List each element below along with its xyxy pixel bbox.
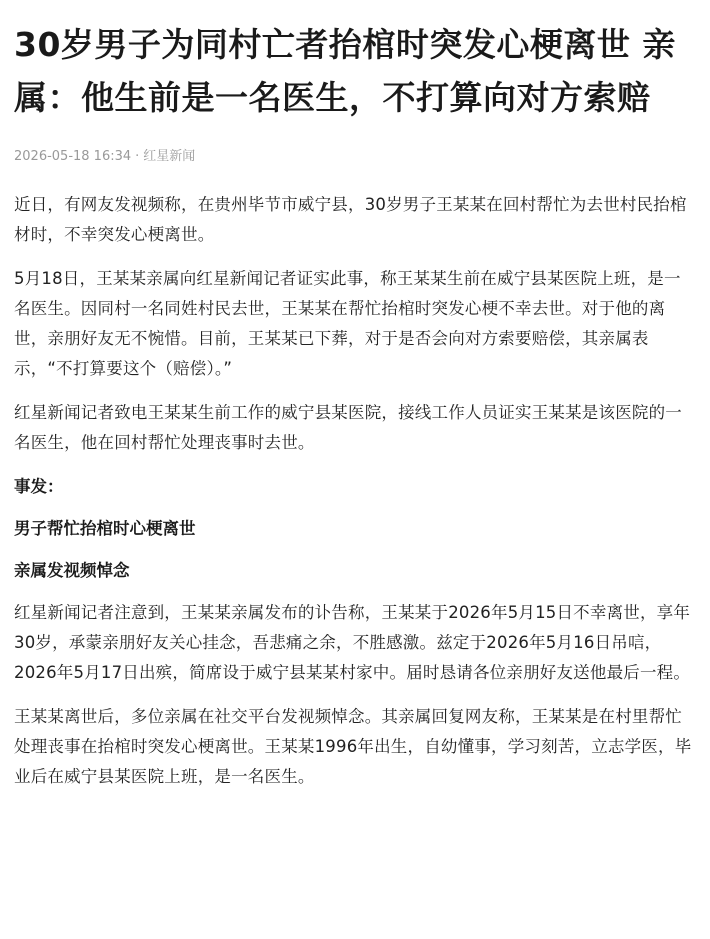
source-name[interactable]: 红星新闻 (143, 149, 196, 164)
article-meta (14, 148, 696, 166)
section-heading-3: 亲属发视频悼念 (14, 561, 130, 580)
section-heading-1: 事发： (14, 477, 64, 496)
article-title: 30岁男子为同村亡者抬棺时突发心梗离世 亲属：他生前是一名医生，不打算向对方索赔 (14, 25, 676, 117)
paragraph-4: 红星新闻记者注意到，王某某亲属发布的讣告称，王某某于2026年5月15日不幸离世，享年30岁，承蒙亲朋好友关心挂念，吾悲痛之余，不胜感激。兹定于2026年5月16日吊唁，2026年5月17日出殡，简席设于威宁县某某村家中。届时恳请各位亲朋好友送他最后一程。 (14, 603, 691, 682)
paragraph-2: 5月18日，王某某亲属向红星新闻记者证实此事，称王某某生前在威宁县某医院上班，是一名医生。因同村一名同姓村民去世，王某某在帮忙抬棺时突发心梗不幸去世。对于他的离世，亲朋好友无不惋惜。目前，王某某已下葬，对于是否会向对方索要赔偿，其亲属表示，“不打算要这个（赔偿）。” (14, 269, 681, 378)
meta-separator: · (135, 149, 140, 164)
paragraph-1: 近日，有网友发视频称，在贵州毕节市威宁县，30岁男子王某某在回村帮忙为去世村民抬棺材时，不幸突发心梗离世。 (14, 195, 687, 244)
paragraph-5: 王某某离世后，多位亲属在社交平台发视频悼念。其亲属回复网友称，王某某是在村里帮忙处理丧事在抬棺时突发心梗离世。王某某1996年出生，自幼懂事，学习刻苦，立志学医，毕业后在威宁县某医院上班，是一名医生。 (14, 707, 692, 786)
paragraph-3: 红星新闻记者致电王某某生前工作的威宁县某医院，接线工作人员证实王某某是该医院的一名医生，他在回村帮忙处理丧事时去世。 (14, 403, 682, 452)
section-heading-2: 男子帮忙抬棺时心梗离世 (14, 519, 196, 538)
article-body (14, 190, 696, 792)
publish-time: 2026-05-18 16:34 (14, 149, 132, 164)
